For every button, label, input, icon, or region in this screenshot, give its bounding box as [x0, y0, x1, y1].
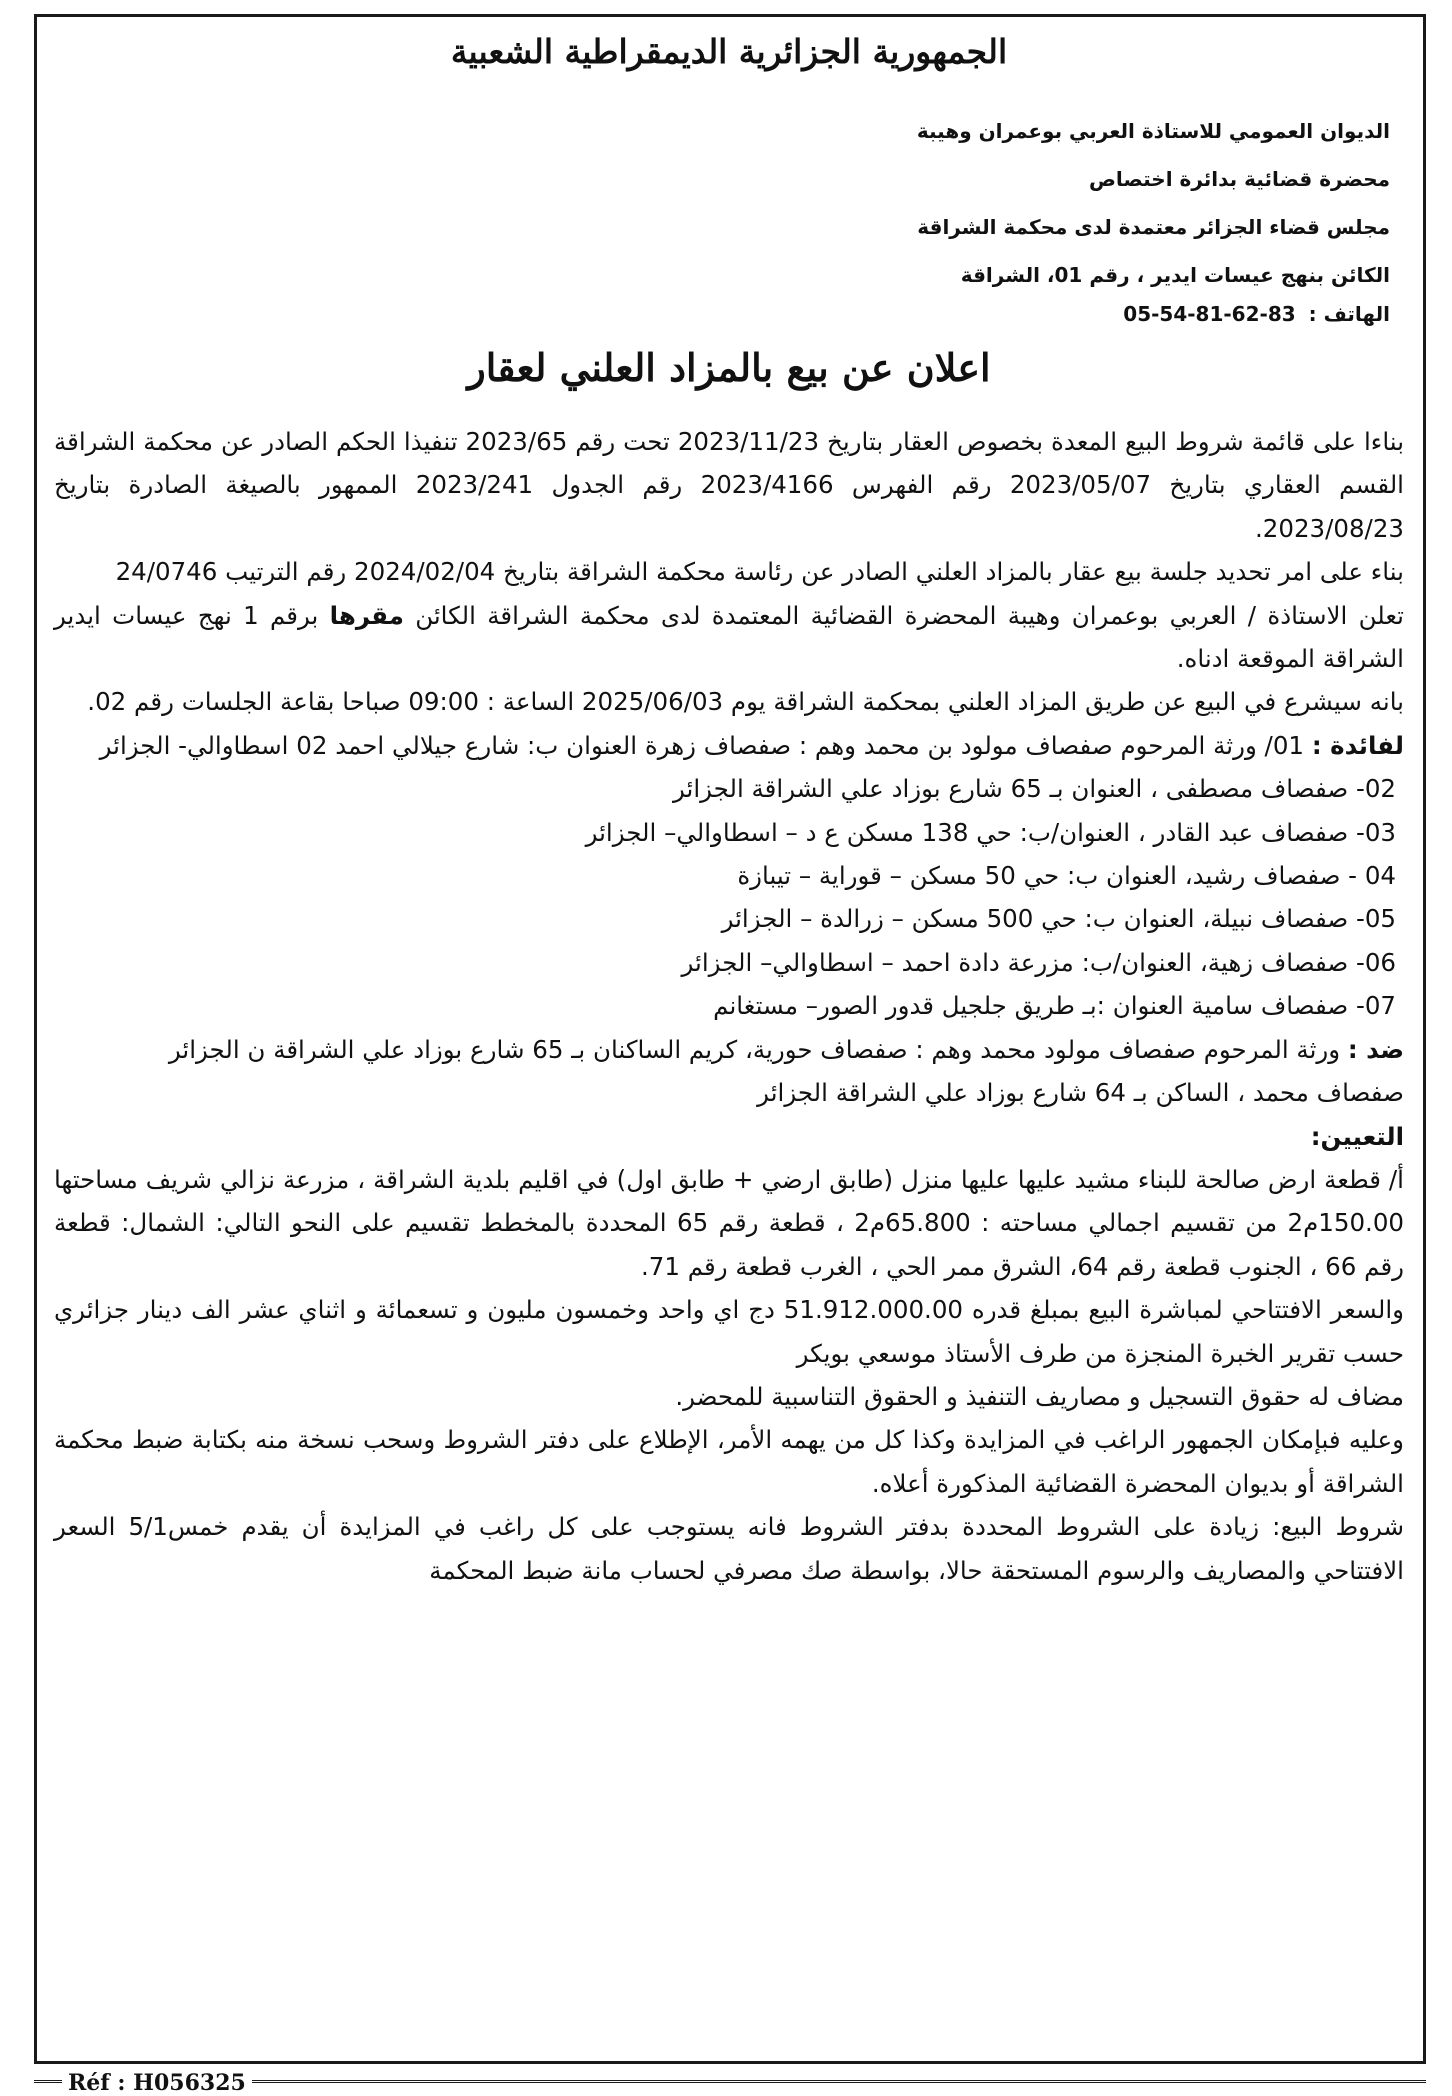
paragraph-sale-conditions: شروط البيع: زيادة على الشروط المحددة بدفتر الشروط فانه يستوجب على كل راغب في المزايدة أن يقدم خمس5/1 السعر الافتتاحي والمصاريف والرسوم المستحقة حالا، بواسطة صك مصرفي لحساب مانة ضبط المحكمة [54, 1512, 1404, 1585]
paragraph-designation: أ/ قطعة ارض صالحة للبناء مشيد عليها عليها منزل (طابق ارضي + طابق اول) في اقليم بلدية الشراقة ، مزرعة نزالي شريف مساحتها 150.00م2 من تقسيم اجمالي مساحته : 65.800م2 ، قطعة رقم 65 المحددة بالمخطط تقسيم على النحو التالي: الشمال: قطعة رقم 66 ، الجنوب قطعة رقم 64، الشرق ممر الحي ، الغرب قطعة رقم 71. [54, 1164, 1405, 1281]
office-name: الديوان العمومي للاستاذة العربي بوعمران وهيبة [916, 119, 1390, 143]
paragraph-beneficiary [54, 724, 1404, 767]
heir-item: 07- صفصاف سامية العنوان :بـ طريق جلجيل قدور الصور– مستغانم [713, 991, 1396, 1021]
heir-item: 02- صفصاف مصطفى ، العنوان بـ 65 شارع بوزاد علي الشراقة الجزائر [673, 774, 1396, 804]
paragraph-public: وعليه فبإمكان الجمهور الراغب في المزايدة وكذا كل من يهمه الأمر، الإطلاع على دفتر الشروط وسحب نسخة منه بكتابة ضبط محكمة الشراقة أو بديوان المحضرة القضائية المذكورة أعلاه. [54, 1425, 1404, 1498]
beneficiary-label: لفائدة : [1311, 730, 1404, 760]
reference-code: Réf : H056325 [62, 2070, 252, 2096]
bailiff-text: تعلن الاستاذة / العربي بوعمران وهيبة المحضرة القضائية المعتمدة لدى محكمة الشراقة الكائن [415, 600, 1404, 630]
bailiff-address: برقم 1 نهج عيسات ايدير الشراقة الموقعة ادناه. [54, 600, 1404, 674]
announcement-document [50, 14, 1408, 2054]
paragraph-against [54, 1028, 1404, 1071]
heir-item: 03- صفصاف عبد القادر ، العنوان/ب: حي 138 مسكن ع د – اسطاوالي– الجزائر [585, 817, 1396, 847]
announcement-body [50, 420, 1408, 1592]
heir-item: 04 - صفصاف رشيد، العنوان ب: حي 50 مسكن – قوراية – تيبازة [737, 861, 1396, 891]
heir-item: 06- صفصاف زهية، العنوان/ب: مزرعة دادة احمد – اسطاوالي– الجزائر [681, 947, 1396, 977]
office-jurisdiction: محضرة قضائية بدائرة اختصاص [1089, 167, 1390, 191]
paragraph-sale-date: بانه سيشرع في البيع عن طريق المزاد العلني بمحكمة الشراقة يوم 2025/06/03 الساعة : 09:00 صباحا بقاعة الجلسات رقم 02. [87, 687, 1404, 717]
heir-item: 05- صفصاف نبيلة، العنوان ب: حي 500 مسكن – زرالدة – الجزائر [721, 904, 1396, 934]
paragraph-against-2: صفصاف محمد ، الساكن بـ 64 شارع بوزاد علي الشراقة الجزائر [757, 1078, 1404, 1108]
office-court: مجلس قضاء الجزائر معتمدة لدى محكمة الشراقة [917, 215, 1390, 239]
phone-label: الهاتف : [1308, 302, 1390, 326]
against-label: ضد : [1347, 1034, 1404, 1064]
paragraph-price: والسعر الافتتاحي لمباشرة البيع بمبلغ قدره 51.912.000.00 دج اي واحد وخمسون مليون و تسعمائة و اثناي عشر الف دينار جزائري حسب تقرير الخبرة المنجزة من طرف الأستاذ موسعي بويكر [54, 1295, 1404, 1368]
reference-bar [34, 2070, 1426, 2094]
paragraph-bailiff [54, 594, 1404, 681]
republic-heading: الجمهورية الجزائرية الديمقراطية الشعبية [450, 32, 1008, 71]
designation-label: التعيين: [1310, 1121, 1404, 1151]
announcement-title: اعلان عن بيع بالمزاد العلني لعقار [467, 345, 991, 390]
against-text: ورثة المرحوم صفصاف مولود محمد وهم : صفصاف حورية، كريم الساكنان بـ 65 شارع بوزاد علي الشراقة ن الجزائر [168, 1034, 1348, 1064]
office-phone [50, 299, 1390, 329]
headquarters-label: مقرها [329, 600, 404, 630]
beneficiary-text: 01/ ورثة المرحوم صفصاف مولود بن محمد وهم : صفصاف زهرة العنوان ب: شارع جيلالي احمد 02 اسطاوالي- الجزائر [99, 730, 1312, 760]
paragraph-fees: مضاف له حقوق التسجيل و مصاريف التنفيذ و الحقوق التناسبية للمحضر. [675, 1381, 1404, 1411]
office-address: الكائن بنهج عيسات ايدير ، رقم 01، الشراقة [960, 263, 1390, 287]
paragraph-conditions-list: بناءا على قائمة شروط البيع المعدة بخصوص العقار بتاريخ 2023/11/23 تحت رقم 2023/65 تنفيذا الحكم الصادر عن محكمة الشراقة القسم العقاري بتاريخ 2023/05/07 رقم الفهرس 2023/4166 رقم الجدول 2023/241 الممهور بالصيغة الصادرة بتاريخ 2023/08/23. [54, 427, 1405, 543]
office-header [50, 107, 1408, 329]
phone-number: 05-54-81-62-83 [1123, 302, 1296, 326]
paragraph-hearing-order: بناء على امر تحديد جلسة بيع عقار بالمزاد العلني الصادر عن رئاسة محكمة الشراقة بتاريخ 2024/02/04 رقم الترتيب 24/0746 [115, 557, 1404, 587]
